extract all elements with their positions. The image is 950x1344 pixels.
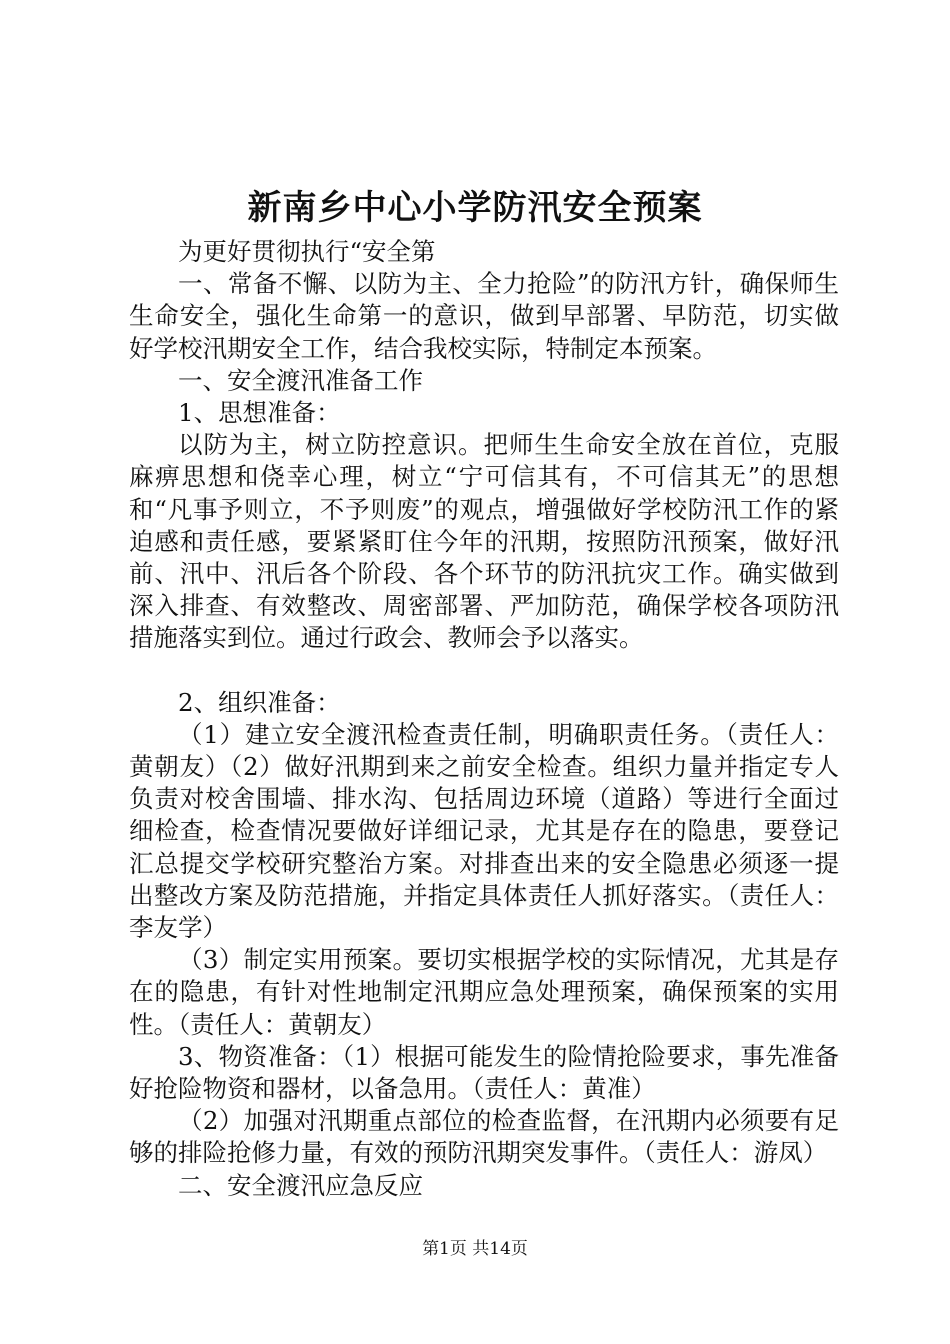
paragraph-guideline: 一、常备不懈、以防为主、全力抢险”的防汛方针，确保师生生命安全，强化生命第一的意识，做到早部署、早防范，切实做好学校汛期安全工作，结合我校实际，特制定本预案。	[129, 269, 839, 363]
paragraph-mental-prep: 以防为主，树立防控意识。把师生生命安全放在首位，克服麻痹思想和侥幸心理，树立“宁可信其有，不可信其无”的思想和“凡事予则立，不予则废”的观点，增强做好学校防汛工作的紧迫感和责任感，要紧紧盯住今年的汛期，按照防汛预案，做好汛前、汛中、汛后各个阶段、各个环节的防汛抗灾工作。确实做到深入排查、有效整改、周密部署、严加防范，确保学校各项防汛措施落实到位。通过行政会、教师会予以落实。	[129, 430, 839, 653]
paragraph-material-prep: 3、物资准备：（1）根据可能发生的险情抢险要求，事先准备好抢险物资和器材，以备急用。（责任人：黄准）	[129, 1041, 839, 1104]
subheading-mental-prep: 1、思想准备：	[178, 398, 341, 428]
document-body	[129, 236, 839, 1202]
paragraph-intro: 为更好贯彻执行“安全第	[178, 237, 436, 266]
subheading-organization-prep: 2、组织准备：	[178, 687, 341, 717]
paragraph-organization-prep: （1）建立安全渡汛检查责任制，明确职责任务。（责任人：黄朝友）（2）做好汛期到来之前安全检查。组织力量并指定专人负责对校舍围墙、排水沟、包括周边环境（道路）等进行全面过细检查，检查情况要做好详细记录，尤其是存在的隐患，要登记汇总提交学校研究整治方案。对排查出来的安全隐患必须逐一提出整改方案及防范措施，并指定具体责任人抓好落实。（责任人：李友学）	[129, 719, 839, 943]
page-footer: 第1页 共14页	[422, 1239, 528, 1259]
section-heading-2: 二、安全渡汛应急反应	[178, 1170, 423, 1200]
paragraph-inspection: （2）加强对汛期重点部位的检查监督，在汛期内必须要有足够的排险抢修力量，有效的预防汛期突发事件。（责任人：游凤）	[129, 1106, 839, 1168]
section-heading-1: 一、安全渡汛准备工作	[178, 365, 423, 395]
paragraph-practical-plan: （3）制定实用预案。要切实根据学校的实际情况，尤其是存在的隐患，有针对性地制定汛期应急处理预案，确保预案的实用性。（责任人：黄朝友）	[129, 945, 839, 1039]
document-title: 新南乡中心小学防汛安全预案	[247, 188, 703, 228]
